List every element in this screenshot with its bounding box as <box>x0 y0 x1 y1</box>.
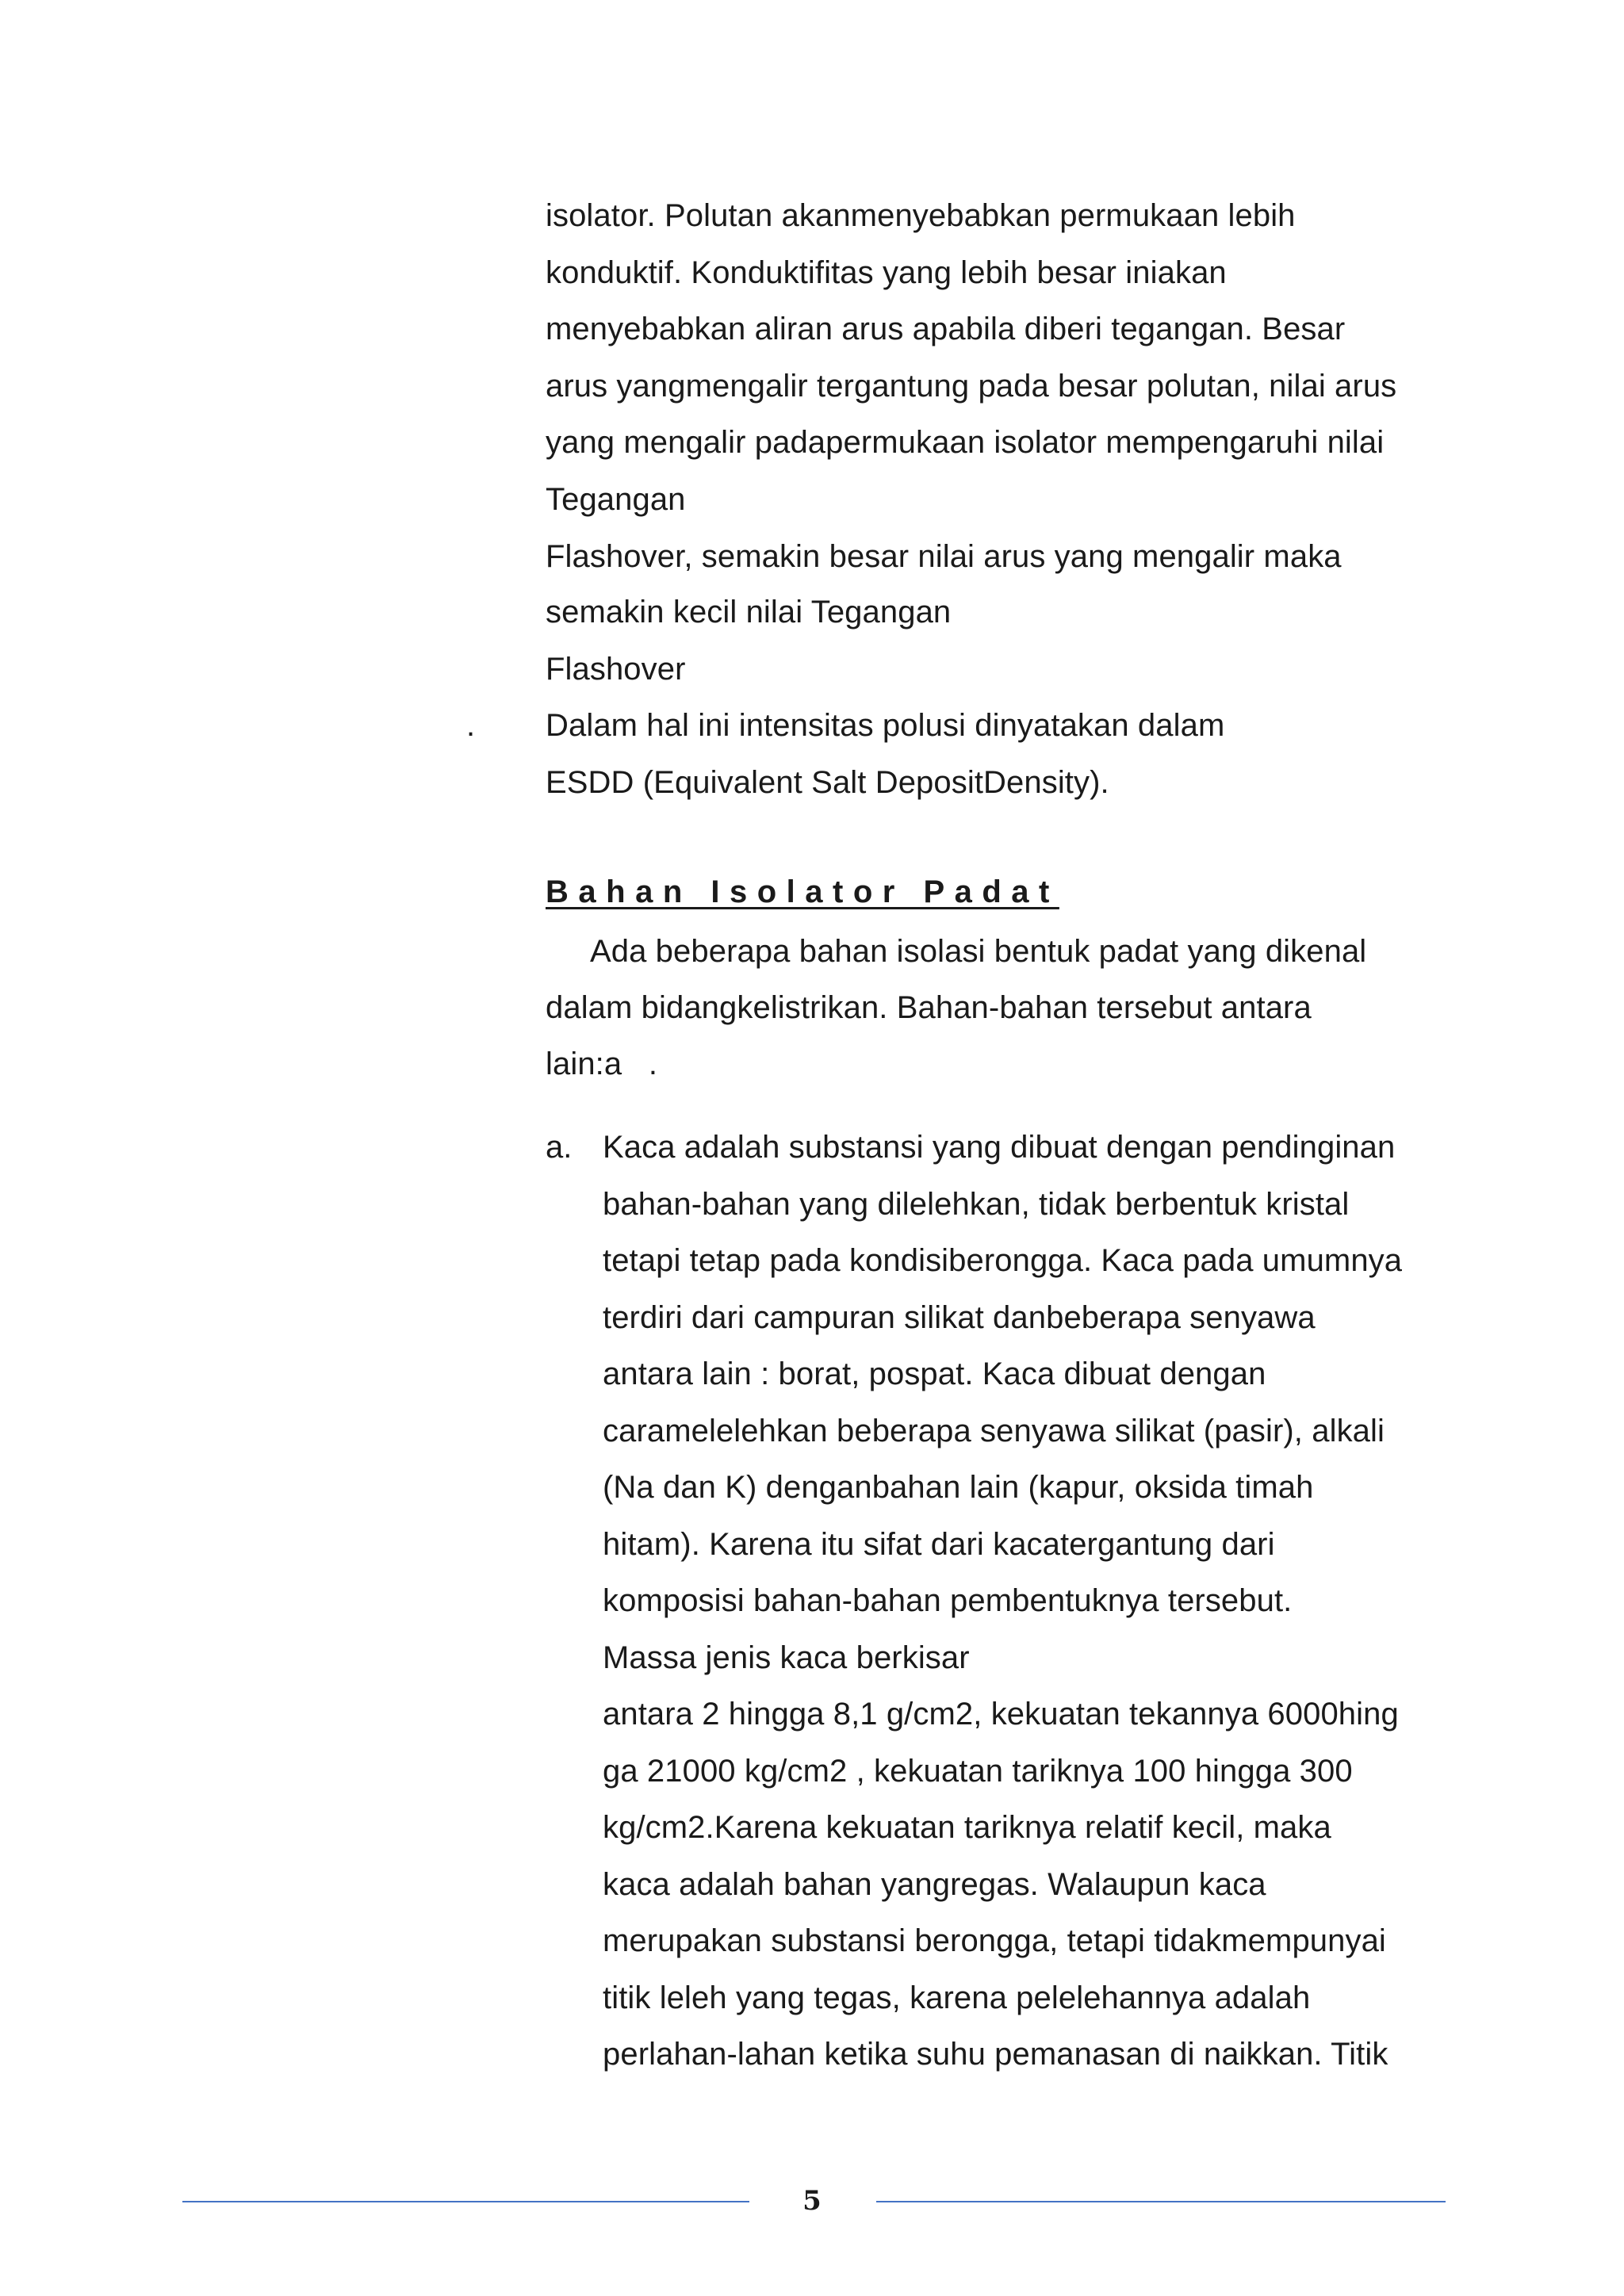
text-line: isolator. Polutan akanmenyebabkan permukaan lebih <box>546 198 1296 233</box>
text-line: komposisi bahan-bahan pembentuknya tersebut. <box>603 1583 1293 1618</box>
text-line: Tegangan <box>546 482 686 517</box>
text-line: Dalam hal ini intensitas polusi dinyatakan dalam <box>546 708 1225 743</box>
section-heading: Bahan Isolator Padat <box>546 874 1059 909</box>
text-line: Ada beberapa bahan isolasi bentuk padat yang dikenal <box>590 934 1367 969</box>
page-number: 5 <box>802 2185 822 2217</box>
text-line: perlahan-lahan ketika suhu pemanasan di naikkan. Titik <box>603 2037 1388 2072</box>
text-line: (Na dan K) denganbahan lain (kapur, oksida timah <box>603 1470 1314 1505</box>
text-line: caramelelehkan beberapa senyawa silikat (pasir), alkali <box>603 1414 1385 1448</box>
text-line: titik leleh yang tegas, karena pelelehannya adalah <box>603 1980 1311 2015</box>
text-line: terdiri dari campuran silikat danbeberapa senyawa <box>603 1300 1316 1335</box>
text-line: lain:a . <box>546 1047 658 1081</box>
text-line: kg/cm2.Karena kekuatan tariknya relatif kecil, maka <box>603 1810 1331 1845</box>
text-line: ga 21000 kg/cm2 , kekuatan tariknya 100 hingga 300 <box>603 1754 1353 1789</box>
text-line: arus yangmengalir tergantung pada besar polutan, nilai arus <box>546 369 1397 404</box>
text-line: konduktif. Konduktifitas yang lebih besar iniakan <box>546 255 1227 290</box>
text-line: Flashover <box>546 652 686 687</box>
text-line: hitam). Karena itu sifat dari kacatergantung dari <box>603 1527 1275 1562</box>
text-line: kaca adalah bahan yangregas. Walaupun kaca <box>603 1867 1266 1902</box>
text-line: yang mengalir padapermukaan isolator mempengaruhi nilai <box>546 425 1385 460</box>
footer-rule-left <box>182 2201 749 2202</box>
text-line: antara 2 hingga 8,1 g/cm2, kekuatan tekannya 6000hing <box>603 1697 1399 1732</box>
text-line: Kaca adalah substansi yang dibuat dengan pendinginan <box>603 1130 1396 1165</box>
text-line: menyebabkan aliran arus apabila diberi tegangan. Besar <box>546 312 1346 346</box>
text-line: Flashover, semakin besar nilai arus yang mengalir maka <box>546 539 1342 574</box>
text-line: dalam bidangkelistrikan. Bahan-bahan tersebut antara <box>546 990 1312 1025</box>
text-line: Massa jenis kaca berkisar <box>603 1640 970 1675</box>
text-line: merupakan substansi berongga, tetapi tidakmempunyai <box>603 1923 1386 1958</box>
text-line: antara lain : borat, pospat. Kaca dibuat dengan <box>603 1357 1266 1391</box>
list-marker: . <box>466 708 476 743</box>
footer-rule-right <box>876 2201 1446 2202</box>
text-line: tetapi tetap pada kondisiberongga. Kaca pada umumnya <box>603 1243 1403 1278</box>
list-marker: a. <box>546 1130 573 1165</box>
text-line: semakin kecil nilai Tegangan <box>546 595 952 629</box>
text-line: bahan-bahan yang dilelehkan, tidak berbentuk kristal <box>603 1187 1350 1222</box>
text-line: ESDD (Equivalent Salt DepositDensity). <box>546 765 1109 800</box>
